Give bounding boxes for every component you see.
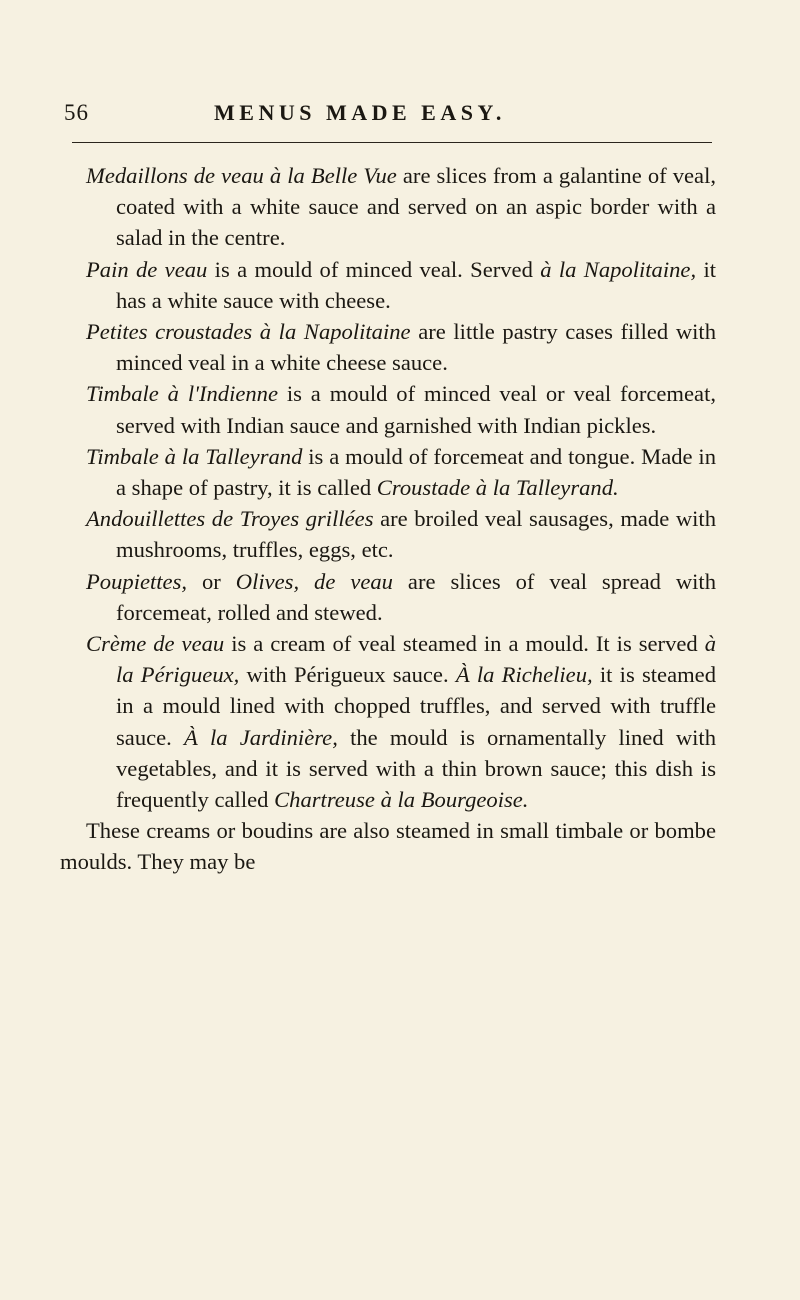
- entry-term: Poupiettes,: [86, 568, 188, 594]
- entry-pain-de-veau: [86, 254, 716, 316]
- entry-term: Medaillons de veau à la Belle Vue: [86, 163, 397, 188]
- entry-text: are slices of veal spread with forcemeat, rolled and stewed.: [116, 568, 716, 625]
- entry-term: Pain de veau: [86, 256, 208, 282]
- entry-petites-croustades: [86, 316, 716, 378]
- entry-term: Petites croustades à la Napolitaine: [86, 319, 411, 345]
- body-text: [60, 160, 717, 878]
- entry-term: à la Périgueux,: [116, 631, 716, 688]
- entry-term: Chartreuse à la Bourgeoise.: [274, 787, 529, 813]
- page-number: 56: [64, 100, 89, 125]
- entry-term: Timbale à la Talleyrand: [86, 443, 303, 469]
- entry-timbale-talleyrand: [86, 441, 716, 503]
- entry-poupiettes: [86, 566, 716, 628]
- entry-andouillettes: [86, 503, 716, 565]
- entry-term: Crème de veau: [86, 631, 225, 657]
- entry-term: Croustade à la Talleyrand.: [376, 475, 619, 501]
- entry-text: is a cream of veal steamed in a mould. It is served: [224, 631, 705, 657]
- entry-medaillons-de-veau: [86, 160, 716, 254]
- entry-term: à la Napolitaine,: [540, 256, 697, 282]
- header-rule: [72, 142, 712, 143]
- entry-term: À la Jardinière,: [184, 724, 338, 750]
- entry-text: it has a white sauce with cheese.: [116, 256, 717, 313]
- entry-timbale-indienne: [86, 378, 716, 440]
- entry-text: it is steamed in a mould lined with chopped truffles, and served with truffle sauce.: [116, 662, 716, 750]
- entry-term: Olives, de veau: [235, 568, 393, 594]
- entry-text: are slices from a galantine of veal, coated with a white sauce and served on an aspic border with a salad in the centre.: [116, 163, 716, 251]
- entry-text: is a mould of minced veal or veal forcemeat, served with Indian sauce and garnished with Indian pickles.: [116, 381, 716, 438]
- entry-term: Andouillettes de Troyes grillées: [86, 506, 374, 532]
- page-header: [64, 98, 720, 130]
- entry-text: with Périgueux sauce.: [239, 662, 456, 688]
- closing-paragraph: These creams or boudins are also steamed in small timbale or bombe moulds. They may be: [60, 818, 716, 875]
- entry-text: is a mould of forcemeat and tongue. Made in a shape of pastry, it is called: [116, 443, 716, 501]
- entry-text: are broiled veal sausages, made with mushrooms, truffles, eggs, etc.: [116, 506, 717, 563]
- running-title: MENUS MADE EASY.: [214, 100, 506, 125]
- entry-text: the mould is ornamentally lined with vegetables, and it is served with a thin brown sauce; this dish is frequently called: [116, 724, 716, 813]
- entry-text: or: [187, 568, 236, 594]
- entry-creme-de-veau: [86, 628, 716, 815]
- entry-text: are little pastry cases filled with minced veal in a white cheese sauce.: [116, 319, 717, 376]
- entry-text: is a mould of minced veal. Served: [207, 256, 541, 282]
- entry-term: À la Richelieu,: [455, 662, 593, 688]
- entry-term: Timbale à l'Indienne: [86, 381, 278, 407]
